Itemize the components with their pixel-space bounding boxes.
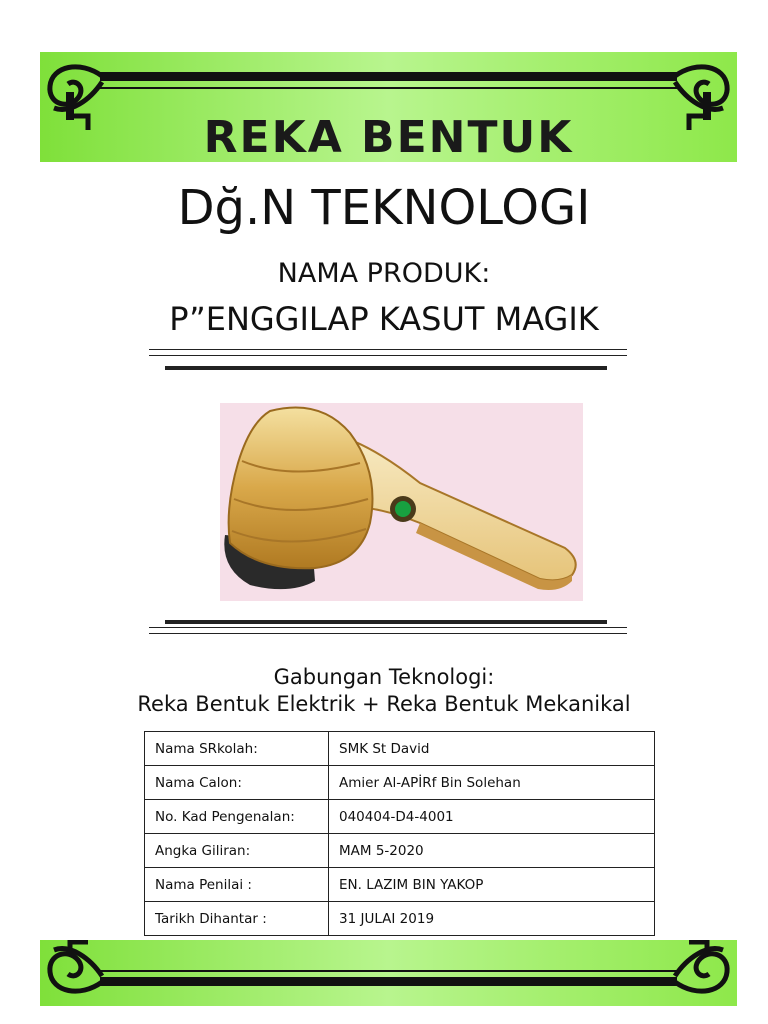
divider-thin [149, 633, 627, 634]
divider-thin [149, 627, 627, 628]
row-label: Nama Penilai : [145, 868, 329, 902]
divider-thin [149, 355, 627, 356]
document-title: Dğ.N TEKNOLOGI [177, 180, 591, 236]
divider-thin [149, 349, 627, 350]
table-row [145, 834, 655, 868]
top-banner [40, 52, 737, 162]
product-photo [220, 403, 583, 601]
row-value: SMK St David [329, 732, 655, 766]
row-label: Tarikh Dihantar : [145, 902, 329, 936]
row-value: Amier Al-APİRf Bin Solehan [329, 766, 655, 800]
row-value: 040404-D4-4001 [329, 800, 655, 834]
ornament-frame-icon [40, 940, 737, 1006]
shoe-polisher-image [220, 403, 583, 601]
row-label: No. Kad Pengenalan: [145, 800, 329, 834]
product-name: P”ENGGILAP KASUT MAGIK [169, 300, 599, 338]
table-row [145, 800, 655, 834]
table-row [145, 902, 655, 936]
row-value: EN. LAZIM BIN YAKOP [329, 868, 655, 902]
technology-combination: Reka Bentuk Elektrik + Reka Bentuk Mekanikal [137, 692, 631, 716]
divider-thick [165, 620, 607, 624]
bottom-banner [40, 940, 737, 1006]
student-info-table [144, 731, 655, 936]
banner-title: REKA BENTUK [203, 112, 574, 162]
table-row [145, 868, 655, 902]
row-value: MAM 5-2020 [329, 834, 655, 868]
row-label: Nama SRkolah: [145, 732, 329, 766]
row-value: 31 JULAI 2019 [329, 902, 655, 936]
table-row [145, 732, 655, 766]
divider-thick [165, 366, 607, 370]
product-label: NAMA PRODUK: [277, 258, 491, 289]
table-row [145, 766, 655, 800]
row-label: Nama Calon: [145, 766, 329, 800]
technology-heading: Gabungan Teknologi: [273, 665, 495, 689]
row-label: Angka Giliran: [145, 834, 329, 868]
